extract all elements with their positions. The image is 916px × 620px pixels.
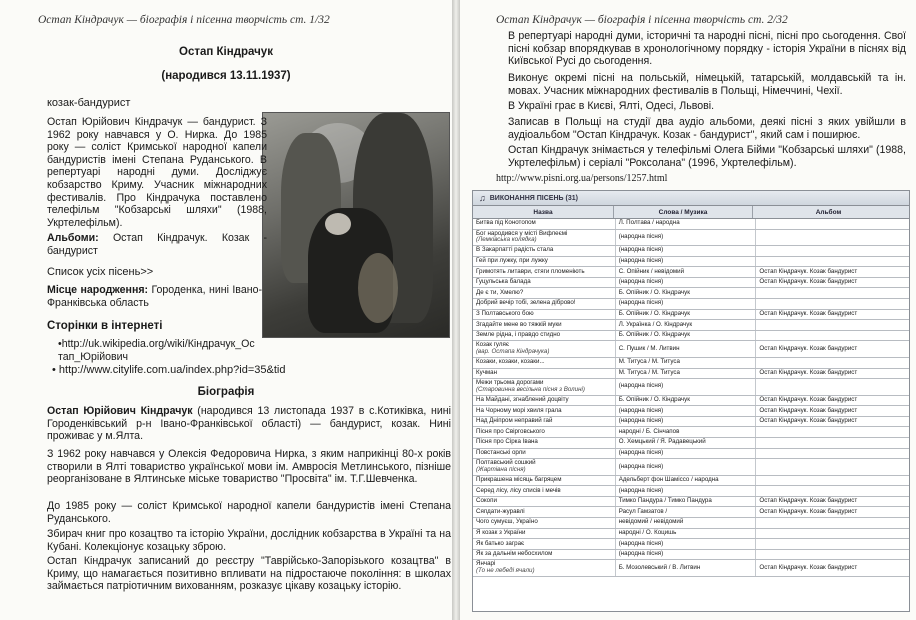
bio-paragraph-3: До 1985 року — соліст Кримської народної капели бандуристів імені Степана Руданського. (47, 500, 451, 525)
table-row[interactable] (473, 497, 909, 508)
citylife-link[interactable]: • http://www.citylife.com.ua/index.php?id=35&tid (52, 364, 286, 376)
albums-label: Альбоми: (47, 232, 99, 244)
song-title[interactable]: В Закарпатті радість стала (476, 246, 554, 254)
song-title[interactable]: Бог народився у місті Вифлеємі (476, 229, 568, 237)
songs-table (472, 190, 910, 612)
song-title[interactable]: Полтавський сошкий (476, 459, 536, 467)
song-words-music-cell: Л. Полтава / народна (616, 219, 757, 229)
song-name-cell[interactable] (473, 486, 616, 496)
recordings-paragraph: Записав в Польщі на студії два аудіо альбоми, деякі пісні з яких увійшли в аудіоальбом "Остап Кіндрачук. Козак - бандурист", який сам і поширює. (508, 116, 906, 141)
songs-table-title (473, 191, 909, 206)
song-words-music-cell: Б. Опійник / О. Кіндрачук (616, 310, 757, 320)
song-album-cell (756, 299, 909, 309)
song-album-cell (756, 257, 909, 267)
song-words-music-cell: С. Опійник / невідомий (616, 267, 757, 277)
song-album-cell[interactable]: Остап Кіндрачук. Козак бандурист (759, 497, 858, 505)
song-title[interactable]: Де є ти, Хмелю? (476, 288, 524, 296)
song-name-cell[interactable] (473, 438, 616, 448)
song-name-cell[interactable] (473, 299, 616, 309)
running-head-right: Остап Кіндрачук — біографія і пісенна творчість ст. 2/32 (496, 14, 788, 26)
table-row[interactable] (473, 369, 909, 380)
table-row[interactable] (473, 459, 909, 476)
bio-heading: Біографія (197, 386, 255, 398)
table-row[interactable] (473, 288, 909, 299)
table-row[interactable] (473, 529, 909, 540)
song-title[interactable]: З Полтавського бою (476, 310, 534, 318)
page-title: Остап Кіндрачук (179, 46, 273, 58)
col-name-header[interactable]: Назва (473, 206, 614, 218)
song-album-cell (756, 486, 909, 496)
song-album-cell[interactable]: Остап Кіндрачук. Козак бандурист (759, 368, 858, 376)
table-row[interactable] (473, 230, 909, 247)
cities-paragraph: В Україні грає в Києві, Ялті, Одесі, Львові. (508, 100, 715, 112)
song-album-cell (756, 320, 909, 330)
song-album-cell (756, 529, 909, 539)
song-album-cell[interactable]: Остап Кіндрачук. Козак бандурист (759, 507, 858, 515)
song-subtitle: (вар. Остапа Кіндрачука) (476, 348, 550, 356)
song-album-cell (756, 230, 909, 246)
song-album-cell (756, 449, 909, 459)
bio-paragraph-1 (47, 405, 451, 443)
song-title[interactable]: Сяпдати-журавлі (476, 507, 525, 515)
table-row[interactable] (473, 427, 909, 438)
table-row[interactable] (473, 417, 909, 428)
portrait-photo (262, 112, 450, 338)
table-row[interactable] (473, 320, 909, 331)
song-words-music-cell: (народна пісня) (616, 539, 757, 549)
song-album-cell[interactable]: Остап Кіндрачук. Козак бандурист (759, 344, 858, 352)
song-album-cell[interactable]: Остап Кіндрачук. Козак бандурист (759, 396, 858, 404)
birthplace-value: Городенка, нині Івано-Франківська область (47, 284, 262, 309)
song-words-music-cell: (народна пісня) (616, 278, 757, 288)
song-name-cell[interactable] (473, 497, 616, 507)
table-row[interactable] (473, 396, 909, 407)
song-subtitle: (Старовинна весільна пісня з Волині) (476, 385, 585, 393)
song-words-music-cell: народні / О. Коцишь (616, 529, 757, 539)
table-row[interactable] (473, 560, 909, 577)
song-words-music-cell: Адельберт фон Шаміссо / народна (616, 476, 757, 486)
song-album-cell (756, 219, 909, 229)
bio-paragraph-5: Остап Кіндрачук записаний до реєстру "Таврійсько-Запорізького козацтва" в Криму, що намагається позитивно впливати на підростаюче покоління: в школах займається патріотичним вихованням, розказує цікаву козацьку історію. (47, 555, 451, 593)
table-row[interactable] (473, 539, 909, 550)
right-page (460, 0, 916, 620)
song-album-cell[interactable]: Остап Кіндрачук. Козак бандурист (759, 267, 858, 275)
song-album-cell (756, 550, 909, 560)
song-title[interactable]: Пісня про Сірка Івана (476, 438, 538, 446)
table-row[interactable] (473, 379, 909, 396)
song-album-cell[interactable]: Остап Кіндрачук. Козак бандурист (759, 310, 858, 318)
col-words-header[interactable]: Слова / Музика (614, 206, 753, 218)
song-name-cell[interactable] (473, 417, 616, 427)
song-name-cell[interactable] (473, 539, 616, 549)
song-words-music-cell: Л. Українка / О. Кіндрачук (616, 320, 757, 330)
song-title[interactable]: Гримотять литаври, стяги пломеніють (476, 267, 585, 275)
bio-name: Остап Юрійович Кіндрачук (47, 405, 193, 417)
song-words-music-cell: Б. Мозолевський / В. Литвин (616, 560, 757, 576)
song-album-cell (756, 246, 909, 256)
song-title[interactable]: Прикрашена місяць багряцем (476, 476, 562, 484)
song-name-cell[interactable] (473, 278, 616, 288)
song-words-music-cell: Б. Опійник / О. Кіндрачук (616, 396, 757, 406)
song-title[interactable]: Чого сумуєш, Україно (476, 518, 538, 526)
song-words-music-cell: (народна пісня) (616, 449, 757, 459)
source-url[interactable]: http://www.pisni.org.ua/persons/1257.html (496, 173, 668, 184)
song-title[interactable]: Кучман (476, 368, 498, 376)
book-gutter (452, 0, 460, 620)
table-row[interactable] (473, 246, 909, 257)
table-row[interactable] (473, 219, 909, 230)
song-name-cell[interactable] (473, 459, 616, 475)
song-title[interactable]: На Майдані, згнаблений доцвіту (476, 396, 569, 404)
running-head-left: Остап Кіндрачук — біографія і пісенна творчість ст. 1/32 (38, 14, 330, 26)
music-note-icon: ♫ (479, 193, 486, 203)
languages-paragraph: Виконує окремі пісні на польській, німецькій, татарській, молдавській та ін. мовах. Учасник міжнародних фестивалів в Польщі, Німеччині, Чехії. (508, 72, 906, 97)
song-words-music-cell: (народна пісня) (616, 459, 757, 475)
song-subtitle: (Жартівна пісня) (476, 465, 526, 473)
table-row[interactable] (473, 438, 909, 449)
table-row[interactable] (473, 267, 909, 278)
films-paragraph: Остап Кіндрачук знімається у телефільмі Олега Бійми "Кобзарські шляхи" (1988, Укртелефільм) і серіалі "Роксолана" (1996, Укртелефільм). (508, 144, 906, 169)
song-title[interactable]: Як батько заграє (476, 539, 525, 547)
song-words-music-cell: С. Пушик / М. Литвин (616, 341, 757, 357)
song-title[interactable]: Сокопи (476, 497, 497, 505)
songs-table-body (473, 219, 909, 577)
song-title[interactable]: Земле рідна, і правдо стидно (476, 331, 561, 339)
song-title[interactable]: Гей при лужку, при лужку (476, 257, 548, 265)
song-title[interactable]: Повстанські орли (476, 448, 526, 456)
song-album-cell (756, 539, 909, 549)
song-album-cell (756, 379, 909, 395)
song-title[interactable]: Згадайте мене во тяжкій муки (476, 320, 562, 328)
table-row[interactable] (473, 358, 909, 369)
song-album-cell (756, 288, 909, 298)
song-words-music-cell: (народна пісня) (616, 417, 757, 427)
table-row[interactable] (473, 507, 909, 518)
song-name-cell[interactable] (473, 288, 616, 298)
song-name-cell[interactable] (473, 257, 616, 267)
song-title[interactable]: Межи трьома дорогами (476, 379, 544, 387)
song-words-music-cell: народні / Б. Сінчапов (616, 427, 757, 437)
song-name-cell[interactable] (473, 369, 616, 379)
song-name-cell[interactable] (473, 560, 616, 576)
song-title[interactable]: Гуцульська балада (476, 278, 531, 286)
song-words-music-cell: Расул Гамзатов / (616, 507, 757, 517)
song-name-cell[interactable] (473, 219, 616, 229)
song-title[interactable]: Пісня про Свірговського (476, 427, 545, 435)
song-album-cell (756, 459, 909, 475)
col-album-header[interactable]: Альбом (815, 208, 842, 216)
song-name-cell[interactable] (473, 476, 616, 486)
left-page (0, 0, 452, 620)
songs-table-header (473, 206, 909, 219)
table-row[interactable] (473, 310, 909, 321)
song-name-cell[interactable] (473, 427, 616, 437)
song-words-music-cell: Б. Опійник / О. Кіндрачук (616, 331, 757, 341)
song-subtitle: (То не лебеді ячали) (476, 567, 535, 575)
song-name-cell[interactable] (473, 406, 616, 416)
songs-list-link[interactable]: Список усіх пісень>> (47, 266, 154, 278)
table-row[interactable] (473, 331, 909, 342)
table-row[interactable] (473, 299, 909, 310)
birth-subtitle: (народився 13.11.1937) (161, 70, 291, 82)
song-words-music-cell: М. Титуса / М. Титуса (616, 358, 757, 368)
table-row[interactable] (473, 449, 909, 460)
table-row[interactable] (473, 406, 909, 417)
bio-p1-text: (народився 13 листопада 1937 в с.Котиківка, нині Городенківський р-н Івано-Франківської області) — бандурист, козак. Нині проживає у м.Ялта. (47, 405, 451, 443)
song-words-music-cell: (народна пісня) (616, 406, 757, 416)
song-name-cell[interactable] (473, 396, 616, 406)
song-name-cell[interactable] (473, 267, 616, 277)
role-text: козак-бандурист (47, 97, 131, 109)
song-album-cell (756, 358, 909, 368)
song-words-music-cell: (народна пісня) (616, 486, 757, 496)
table-row[interactable] (473, 257, 909, 268)
repertoire-paragraph: В репертуарі народні думи, історичні та народні пісні, пісні про сьогодення. Свої пісні кобзар впорядкував в хронологічному порядку - історія України в піснях від Київської Русі до сьогодення. (508, 30, 906, 68)
song-name-cell[interactable] (473, 507, 616, 517)
song-title[interactable]: Битва під Конотопом (476, 219, 536, 227)
song-name-cell[interactable] (473, 320, 616, 330)
table-row[interactable] (473, 486, 909, 497)
albums-line (47, 232, 267, 257)
bio-paragraph-4: Збирач книг про козацтво та історію України, дослідник кобзарства в Україні та на Кубані. Колекціонує козацьку зброю. (47, 528, 451, 553)
song-album-cell (756, 438, 909, 448)
birthplace-label: Місце народження: (47, 284, 149, 296)
song-name-cell[interactable] (473, 550, 616, 560)
song-title[interactable]: Над Дніпром неправий гай (476, 417, 553, 425)
song-words-music-cell: Тимко Пандура / Тимко Пандура (616, 497, 757, 507)
song-title[interactable]: Козак гуляє (476, 341, 510, 349)
song-words-music-cell: О. Хемцький / Я. Радавецький (616, 438, 757, 448)
songs-table-title-text: ВИКОНАННЯ ПІСЕНЬ (31) (489, 194, 578, 202)
song-title[interactable]: Янчарі (476, 560, 496, 568)
song-name-cell[interactable] (473, 230, 616, 246)
song-name-cell[interactable] (473, 358, 616, 368)
albums-value: Остап Кіндрачук. Козак - бандурист (47, 232, 267, 257)
song-title[interactable]: Серед лісу, лісу списів і мечів (476, 486, 561, 494)
song-album-cell[interactable]: Остап Кіндрачук. Козак бандурист (759, 278, 858, 286)
bio-paragraph-2: З 1962 року навчався у Олексія Федоровича Нирка, з яким наприкінці 80-х років створили в Ялті товариство української мови ім. Амвросія Метлинського, пізніше реорганізоване в Ялтинське міське товариство "Просвіта" ім. Т.Г.Шевченка. (47, 448, 451, 486)
song-words-music-cell: Б. Опійник / О. Кіндрачук (616, 288, 757, 298)
song-words-music-cell: невідомий / невідомий (616, 518, 757, 528)
song-name-cell[interactable] (473, 529, 616, 539)
song-words-music-cell: (народна пісня) (616, 230, 757, 246)
intro-paragraph: Остап Юрійович Кіндрачук — бандурист. З 1962 року навчався у О. Нирка. До 1985 року — соліст Кримської народної капели бандуристів імені Степана Руданського. В репертуарі народні думи. Досліджує кобзарство Криму. Учасник міжнародних фестивалів. Про Кіндрачука поставлено телефільм "Кобзарські шляхи" (1988, Укртелефільм). (47, 116, 267, 229)
song-title[interactable]: Як за дальнім небосхилом (476, 550, 553, 558)
song-album-cell[interactable]: Остап Кіндрачук. Козак бандурист (759, 406, 858, 414)
song-title[interactable]: Козаки, козаки, козаки... (476, 358, 545, 366)
table-row[interactable] (473, 476, 909, 487)
song-subtitle: (Лемківська колядка) (476, 236, 537, 244)
song-name-cell[interactable] (473, 246, 616, 256)
song-words-music-cell: (народна пісня) (616, 246, 757, 256)
song-title[interactable]: Добрий вечір тобі, зелена діброво! (476, 299, 576, 307)
song-name-cell[interactable] (473, 518, 616, 528)
song-name-cell[interactable] (473, 449, 616, 459)
song-title[interactable]: Я козак з України (476, 529, 526, 537)
song-name-cell[interactable] (473, 310, 616, 320)
table-row[interactable] (473, 518, 909, 529)
wikipedia-link[interactable]: •http://uk.wikipedia.org/wiki/Кіндрачук_Остап_Юрійович (58, 338, 255, 363)
internet-pages-heading: Сторінки в інтернеті (47, 320, 163, 332)
song-album-cell (756, 518, 909, 528)
song-words-music-cell: (народна пісня) (616, 299, 757, 309)
song-album-cell (756, 427, 909, 437)
table-row[interactable] (473, 341, 909, 358)
table-row[interactable] (473, 550, 909, 561)
song-name-cell[interactable] (473, 341, 616, 357)
song-title[interactable]: На Чорному морі хвиля грала (476, 406, 562, 414)
birthplace-line (47, 284, 262, 309)
song-album-cell[interactable]: Остап Кіндрачук. Козак бандурист (759, 563, 858, 571)
song-album-cell (756, 331, 909, 341)
song-name-cell[interactable] (473, 331, 616, 341)
song-words-music-cell: (народна пісня) (616, 550, 757, 560)
song-words-music-cell: М. Титуса / М. Титуса (616, 369, 757, 379)
song-name-cell[interactable] (473, 379, 616, 395)
song-words-music-cell: (народна пісня) (616, 379, 757, 395)
table-row[interactable] (473, 278, 909, 289)
song-words-music-cell: (народна пісня) (616, 257, 757, 267)
song-album-cell[interactable]: Остап Кіндрачук. Козак бандурист (759, 417, 858, 425)
song-album-cell (756, 476, 909, 486)
